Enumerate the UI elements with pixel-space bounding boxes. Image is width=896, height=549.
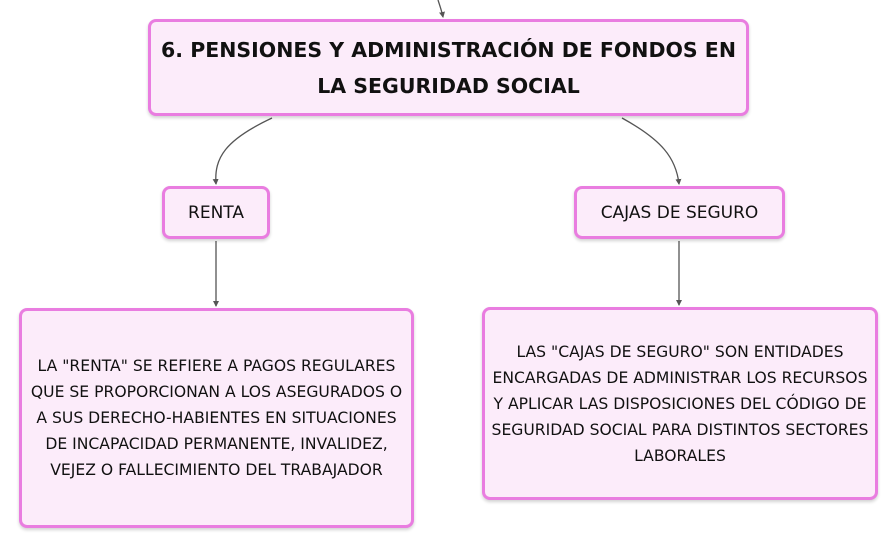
description-text-cajas-de-seguro: LAS "CAJAS DE SEGURO" SON ENTIDADES ENCARGADAS DE ADMINISTRAR LOS RECURSOS Y APLICAR LAS DISPOSICIONES DEL CÓDIGO DE SEGURIDAD SOCIAL PARA DISTINTOS SECTORES LABORALES (491, 342, 869, 465)
branch-label-cajas-de-seguro: CAJAS DE SEGURO (600, 202, 759, 223)
connector-parent-to-title (438, 0, 443, 17)
branch-node-renta[interactable] (162, 186, 270, 239)
branch-label-renta: RENTA (188, 202, 244, 223)
central-topic-node[interactable] (148, 19, 749, 116)
description-text-renta: LA "RENTA" SE REFIERE A PAGOS REGULARES QUE SE PROPORCIONAN A LOS ASEGURADOS O A SUS DERECHO-HABIENTES EN SITUACIONES DE INCAPACIDAD PERMANENTE, INVALIDEZ, VEJEZ O FALLECIMIENTO DEL TRABAJADOR (30, 357, 403, 479)
description-node-cajas-de-seguro[interactable] (482, 307, 878, 500)
branch-node-cajas-de-seguro[interactable] (574, 186, 785, 239)
connector-title-to-cajas (622, 118, 679, 184)
description-node-renta[interactable] (19, 308, 414, 528)
central-topic-title: 6. PENSIONES Y ADMINISTRACIÓN DE FONDOS EN LA SEGURIDAD SOCIAL (161, 37, 736, 98)
connector-title-to-renta (216, 118, 272, 184)
